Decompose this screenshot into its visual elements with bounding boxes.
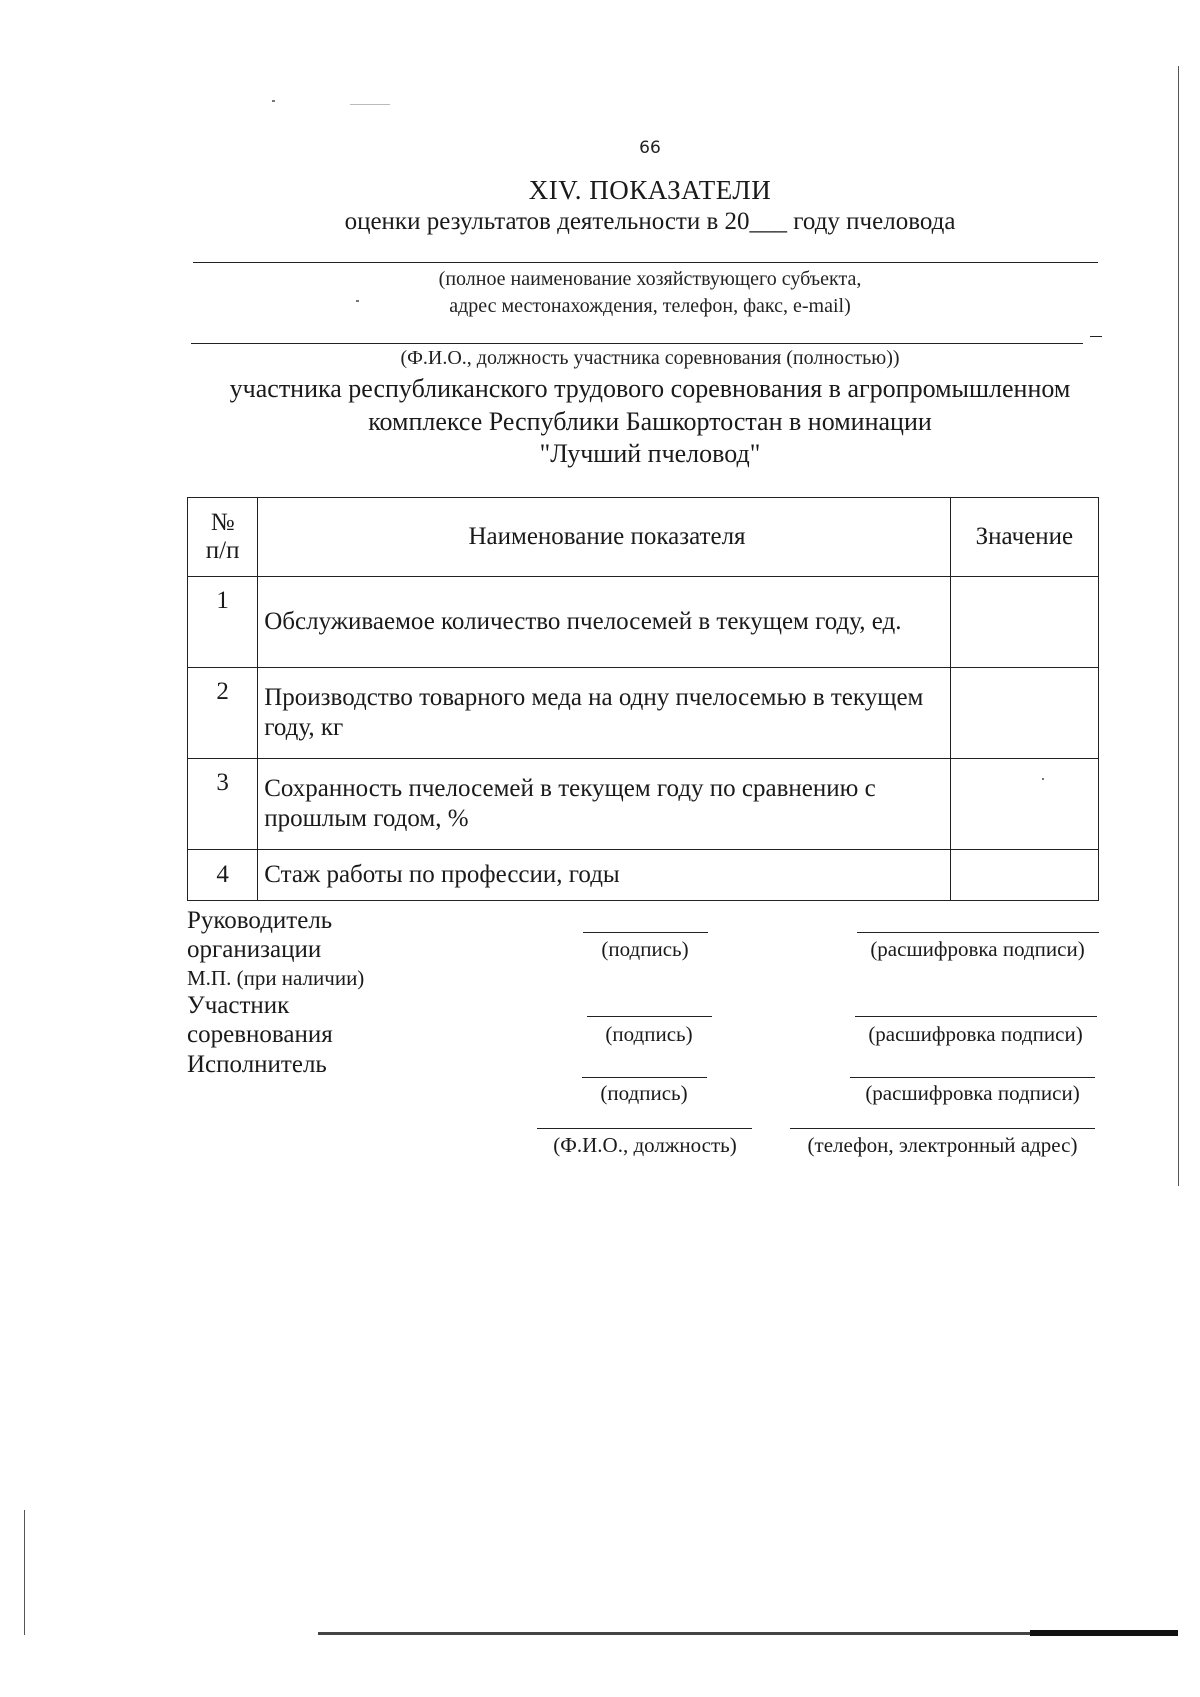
participant-fill-line: [191, 343, 1083, 344]
table-row: [188, 759, 1099, 850]
head-label-line1: Руководитель: [187, 907, 333, 934]
right-margin-line: [1178, 66, 1179, 1186]
row-number: 4: [188, 850, 258, 901]
header-name: Наименование показателя: [258, 498, 951, 577]
row-number: 1: [188, 577, 258, 668]
indicators-table: [187, 497, 1099, 901]
row-indicator-name: Производство товарного меда на одну пчелосемью в текущем году, кг: [258, 668, 951, 759]
scan-speck: [356, 300, 359, 302]
executor-signature-caption: (подпись): [600, 1081, 688, 1105]
row-value-cell[interactable]: [950, 850, 1098, 901]
table-row: [188, 850, 1099, 901]
table-row: [188, 577, 1099, 668]
scan-speck: [272, 100, 275, 102]
head-label-line2: организации: [187, 936, 322, 963]
executor-label: Исполнитель: [187, 1051, 327, 1078]
header-number-abbrev: п/п: [205, 537, 240, 564]
page-number: 66: [639, 138, 661, 158]
header-number-symbol: №: [210, 509, 235, 536]
scan-speck: [350, 104, 390, 105]
row-value-cell[interactable]: [950, 577, 1098, 668]
entity-caption-line1: (полное наименование хозяйствующего субъекта,: [438, 268, 862, 290]
entity-fill-line: [193, 262, 1098, 263]
left-margin-line: [24, 1510, 25, 1635]
row-number: 2: [188, 668, 258, 759]
row-indicator-name: Стаж работы по профессии, годы: [258, 850, 951, 901]
heading-line-1: участника республиканского трудового соревнования в агропромышленном: [229, 374, 1071, 403]
head-decoding-line[interactable]: [857, 932, 1099, 933]
executor-name-caption: (Ф.И.О., должность): [553, 1133, 737, 1157]
heading-line-3: "Лучший пчеловод": [539, 439, 761, 468]
table-header-row: [188, 498, 1099, 577]
row-value-cell[interactable]: [950, 668, 1098, 759]
footer-rule-heavy: [1030, 1630, 1178, 1636]
executor-decoding-caption: (расшифровка подписи): [865, 1081, 1080, 1105]
row-number: 3: [188, 759, 258, 850]
executor-decoding-line[interactable]: [850, 1077, 1095, 1078]
participant-decoding-caption: (расшифровка подписи): [868, 1022, 1083, 1046]
row-value-cell[interactable]: [950, 759, 1098, 850]
stamp-note: М.П. (при наличии): [187, 966, 365, 990]
participant-signature-line[interactable]: [587, 1016, 712, 1017]
scan-speck: [1042, 778, 1044, 780]
header-value: Значение: [950, 498, 1098, 577]
executor-signature-line[interactable]: [582, 1077, 707, 1078]
entity-caption-line2: адрес местонахождения, телефон, факс, e-mail): [449, 295, 851, 317]
participant-line-mark: [1090, 336, 1102, 337]
header-number: [188, 498, 258, 577]
participant-signature-caption: (подпись): [605, 1022, 693, 1046]
head-signature-line[interactable]: [583, 932, 708, 933]
heading-line-2: комплексе Республики Башкортостан в номинации: [368, 407, 932, 436]
participant-decoding-line[interactable]: [855, 1016, 1097, 1017]
participant-label-line2: соревнования: [187, 1021, 333, 1048]
table-row: [188, 668, 1099, 759]
row-indicator-name: Обслуживаемое количество пчелосемей в текущем году, ед.: [258, 577, 951, 668]
executor-contact-line[interactable]: [790, 1128, 1095, 1129]
document-subtitle: оценки результатов деятельности в 20___ году пчеловода: [344, 208, 956, 235]
participant-caption: (Ф.И.О., должность участника соревнования (полностью)): [400, 347, 900, 369]
document-title: XIV. ПОКАЗАТЕЛИ: [528, 175, 772, 205]
head-decoding-caption: (расшифровка подписи): [870, 937, 1085, 961]
participant-label-line1: Участник: [187, 992, 290, 1019]
row-indicator-name: Сохранность пчелосемей в текущем году по сравнению с прошлым годом, %: [258, 759, 951, 850]
head-signature-caption: (подпись): [601, 937, 689, 961]
executor-name-line[interactable]: [537, 1128, 752, 1129]
executor-contact-caption: (телефон, электронный адрес): [807, 1133, 1078, 1157]
